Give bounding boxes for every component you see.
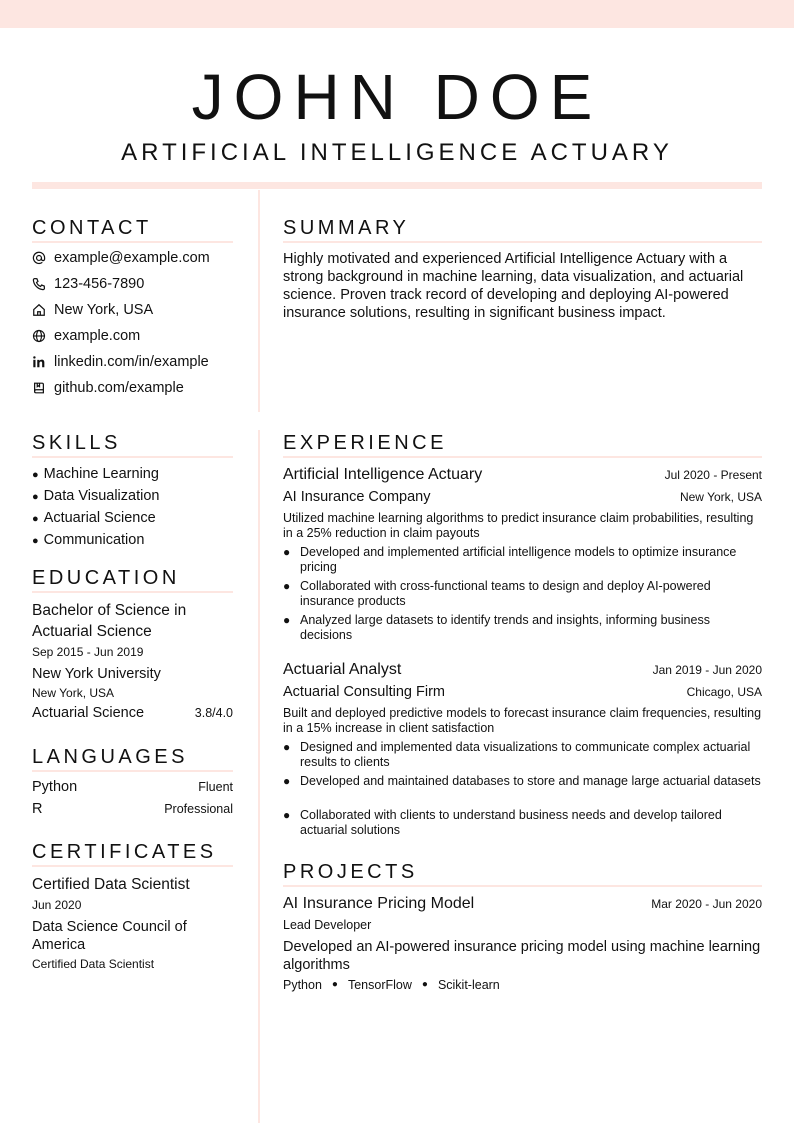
job-summary: Built and deployed predictive models to forecast insurance claim frequencies, resulting in a 15% increase in client satisfaction — [283, 706, 762, 735]
tech-separator: ● — [421, 979, 428, 990]
contact-website-text: example.com — [54, 328, 141, 344]
certificate-name: Certified Data Scientist — [32, 876, 190, 893]
contact-phone[interactable] — [32, 274, 144, 294]
skill-label: Actuarial Science — [43, 510, 156, 526]
language-level: Professional — [164, 802, 233, 816]
job-company: Actuarial Consulting Firm — [283, 684, 445, 700]
job-bullet: ● Analyzed large datasets to identify trends and insights, informing business decisions — [283, 613, 762, 643]
education-gpa: 3.8/4.0 — [194, 706, 233, 720]
job-header — [283, 465, 762, 485]
job-summary: Utilized machine learning algorithms to predict insurance claim probabilities, resulting in a 25% reduction in claim payouts — [283, 511, 754, 540]
education-school: New York University — [32, 666, 161, 682]
contact-github-text: github.com/example — [54, 380, 184, 396]
contact-location — [32, 300, 153, 320]
job-header — [283, 660, 762, 680]
certificate-date: Certified Data Scientist — [32, 957, 155, 971]
job-location: Chicago, USA — [686, 685, 762, 699]
job-dates: Jan 2019 - Jun 2020 — [652, 663, 762, 677]
job-bullet-text: Collaborated with cross-functional teams to design and deploy AI-powered insurance products — [300, 579, 711, 608]
education-heading: EDUCATION — [32, 566, 233, 593]
job-company-row — [283, 684, 762, 700]
home-icon — [32, 303, 46, 317]
candidate-title: ARTIFICIAL INTELLIGENCE ACTUARY — [121, 139, 673, 166]
job-location: New York, USA — [679, 490, 762, 504]
certificate-name: Data Science Council of America — [32, 919, 187, 953]
education-field-row — [32, 705, 233, 721]
language-level: Fluent — [198, 780, 233, 794]
phone-icon — [32, 277, 46, 291]
tech-separator: ● — [331, 979, 338, 990]
job-bullet-text: Collaborated with clients to understand business needs and develop tailored actuarial solutions — [300, 808, 722, 837]
projects-heading: PROJECTS — [283, 860, 762, 887]
skills-heading: SKILLS — [32, 431, 233, 458]
contact-website[interactable] — [32, 326, 140, 346]
job-dates: Jul 2020 - Present — [664, 468, 762, 482]
job-bullet-text: Analyzed large datasets to identify trends and insights, informing business decisions — [300, 613, 710, 642]
job-bullet-text: Developed and implemented artificial intelligence models to optimize insurance pricing — [300, 545, 737, 574]
language-row — [32, 801, 233, 817]
experience-heading: EXPERIENCE — [283, 431, 762, 458]
contact-linkedin[interactable] — [32, 352, 209, 372]
tech-item: TensorFlow — [347, 978, 412, 992]
contact-location-text: New York, USA — [54, 302, 154, 318]
skill-item: ● Data Visualization — [32, 488, 160, 504]
project-description: Developed an AI-powered insurance pricing model using machine learning algorithms — [283, 939, 761, 973]
tech-item: Scikit-learn — [437, 978, 500, 992]
contact-email-text: example@example.com — [54, 250, 210, 266]
contact-phone-text: 123-456-7890 — [54, 276, 145, 292]
language-name: R — [32, 801, 43, 817]
skill-label: Machine Learning — [43, 466, 159, 482]
education-degree: Bachelor of Science in Actuarial Science — [32, 602, 187, 640]
candidate-name: JOHN DOE — [191, 61, 603, 133]
job-bullet-text: Developed and maintained databases to store and manage large actuarial datasets — [300, 774, 761, 788]
column-divider-bottom — [258, 430, 260, 1123]
certificates-heading: CERTIFICATES — [32, 840, 233, 867]
skill-item: ● Machine Learning — [32, 466, 159, 482]
language-row — [32, 779, 233, 795]
summary-heading: SUMMARY — [283, 216, 762, 243]
job-bullet: ● Developed and maintained databases to store and manage large actuarial datasets — [283, 774, 761, 788]
education-location: New York, USA — [32, 686, 115, 700]
job-company-row — [283, 489, 762, 505]
contact-email[interactable] — [32, 248, 210, 268]
project-dates: Mar 2020 - Jun 2020 — [651, 897, 762, 911]
languages-heading: LANGUAGES — [32, 745, 233, 772]
top-accent-band — [0, 0, 794, 28]
globe-icon — [32, 329, 46, 343]
linkedin-icon — [32, 355, 46, 369]
job-bullet: ● Designed and implemented data visualizations to communicate complex actuarial results to clients — [283, 740, 762, 770]
skill-item: ● Actuarial Science — [32, 510, 156, 526]
project-tech-list — [283, 977, 500, 993]
project-role: Lead Developer — [283, 918, 372, 932]
github-icon — [32, 381, 46, 395]
summary-text: Highly motivated and experienced Artificial Intelligence Actuary with a strong background in machine learning, data visualization, and actuarial science. Proven track record of developing and deploying AI-powered insurance solutions, resulting in significant business impact. — [283, 251, 744, 321]
skill-label: Communication — [43, 532, 145, 548]
contact-github[interactable] — [32, 378, 184, 398]
job-bullet: ● Developed and implemented artificial intelligence models to optimize insurance pricing — [283, 545, 762, 575]
job-bullet: ● Collaborated with cross-functional teams to design and deploy AI-powered insurance products — [283, 579, 762, 609]
tech-item: Python — [283, 978, 322, 992]
education-field: Actuarial Science — [32, 705, 145, 721]
contact-heading: CONTACT — [32, 216, 233, 243]
project-header — [283, 894, 762, 914]
job-role: Actuarial Analyst — [283, 661, 402, 678]
skill-label: Data Visualization — [43, 488, 160, 504]
education-dates: Sep 2015 - Jun 2019 — [32, 645, 144, 659]
at-icon — [32, 251, 46, 265]
language-name: Python — [32, 779, 78, 795]
header-divider — [32, 182, 762, 189]
job-role: Artificial Intelligence Actuary — [283, 466, 483, 483]
certificate-date: Jun 2020 — [32, 898, 82, 912]
job-company: AI Insurance Company — [283, 489, 431, 505]
job-bullet-text: Designed and implemented data visualizations to communicate complex actuarial results to clients — [300, 740, 751, 769]
job-bullet: ● Collaborated with clients to understand business needs and develop tailored actuarial solutions — [283, 808, 762, 838]
column-divider-top — [258, 190, 260, 412]
contact-linkedin-text: linkedin.com/in/example — [54, 354, 209, 370]
project-name: AI Insurance Pricing Model — [283, 895, 475, 912]
skill-item: ● Communication — [32, 532, 145, 548]
